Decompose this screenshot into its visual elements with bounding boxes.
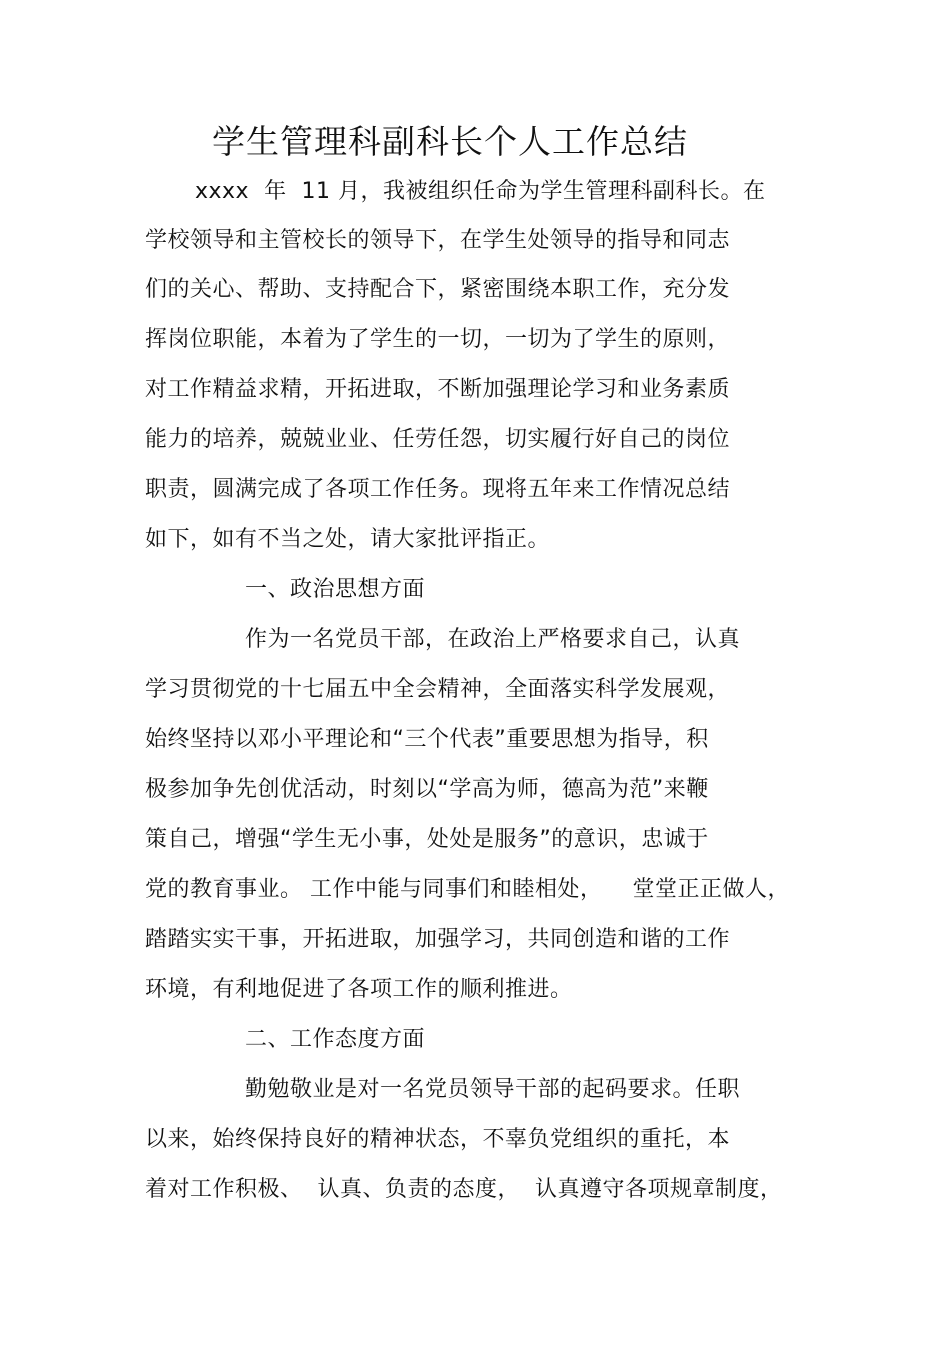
paragraph-line: 能力的培养，兢兢业业、任劳任怨，切实履行好自己的岗位 bbox=[145, 427, 731, 452]
paragraph-line: 极参加争先创优活动，时刻以“学高为师，德高为范”来鞭 bbox=[145, 777, 709, 802]
paragraph-line: 们的关心、帮助、支持配合下，紧密围绕本职工作，充分发 bbox=[145, 277, 731, 302]
paragraph-line: 策自己，增强“学生无小事，处处是服务”的意识，忠诚于 bbox=[145, 827, 709, 852]
paragraph-line: 踏踏实实干事，开拓进取，加强学习，共同创造和谐的工作 bbox=[145, 927, 731, 952]
paragraph-line: 勤勉敬业是对一名党员领导干部的起码要求。任职 bbox=[245, 1077, 741, 1102]
section-heading: 二、工作态度方面 bbox=[245, 1027, 426, 1052]
paragraph-line: 学习贯彻党的十七届五中全会精神，全面落实科学发展观， bbox=[145, 677, 731, 702]
paragraph-line: 以来，始终保持良好的精神状态，不辜负党组织的重托，本 bbox=[145, 1127, 731, 1152]
paragraph-line: 环境，有利地促进了各项工作的顺利推进。 bbox=[145, 977, 573, 1002]
paragraph-line: 始终坚持以邓小平理论和“三个代表”重要思想为指导，积 bbox=[145, 727, 709, 752]
paragraph-line: 如下，如有不当之处，请大家批评指正。 bbox=[145, 527, 551, 552]
paragraph-line: 学校领导和主管校长的领导下，在学生处领导的指导和同志 bbox=[145, 228, 731, 253]
paragraph-line: 党的教育事业。 工作中能与同事们和睦相处， 堂堂正正做人， bbox=[145, 877, 790, 902]
paragraph-line: 对工作精益求精，开拓进取，不断加强理论学习和业务素质 bbox=[145, 377, 731, 402]
document-title: 学生管理科副科长个人工作总结 bbox=[212, 122, 688, 161]
paragraph-line: 挥岗位职能，本着为了学生的一切，一切为了学生的原则， bbox=[145, 327, 731, 352]
paragraph-line: 作为一名党员干部，在政治上严格要求自己，认真 bbox=[245, 627, 741, 652]
paragraph-line: xxxx 年 11 月，我被组织任命为学生管理科副科长。在 bbox=[195, 179, 766, 204]
section-heading: 一、政治思想方面 bbox=[245, 577, 426, 602]
paragraph-line: 职责，圆满完成了各项工作任务。现将五年来工作情况总结 bbox=[145, 477, 731, 502]
paragraph-line: 着对工作积极、 认真、负责的态度， 认真遵守各项规章制度， bbox=[145, 1177, 783, 1202]
